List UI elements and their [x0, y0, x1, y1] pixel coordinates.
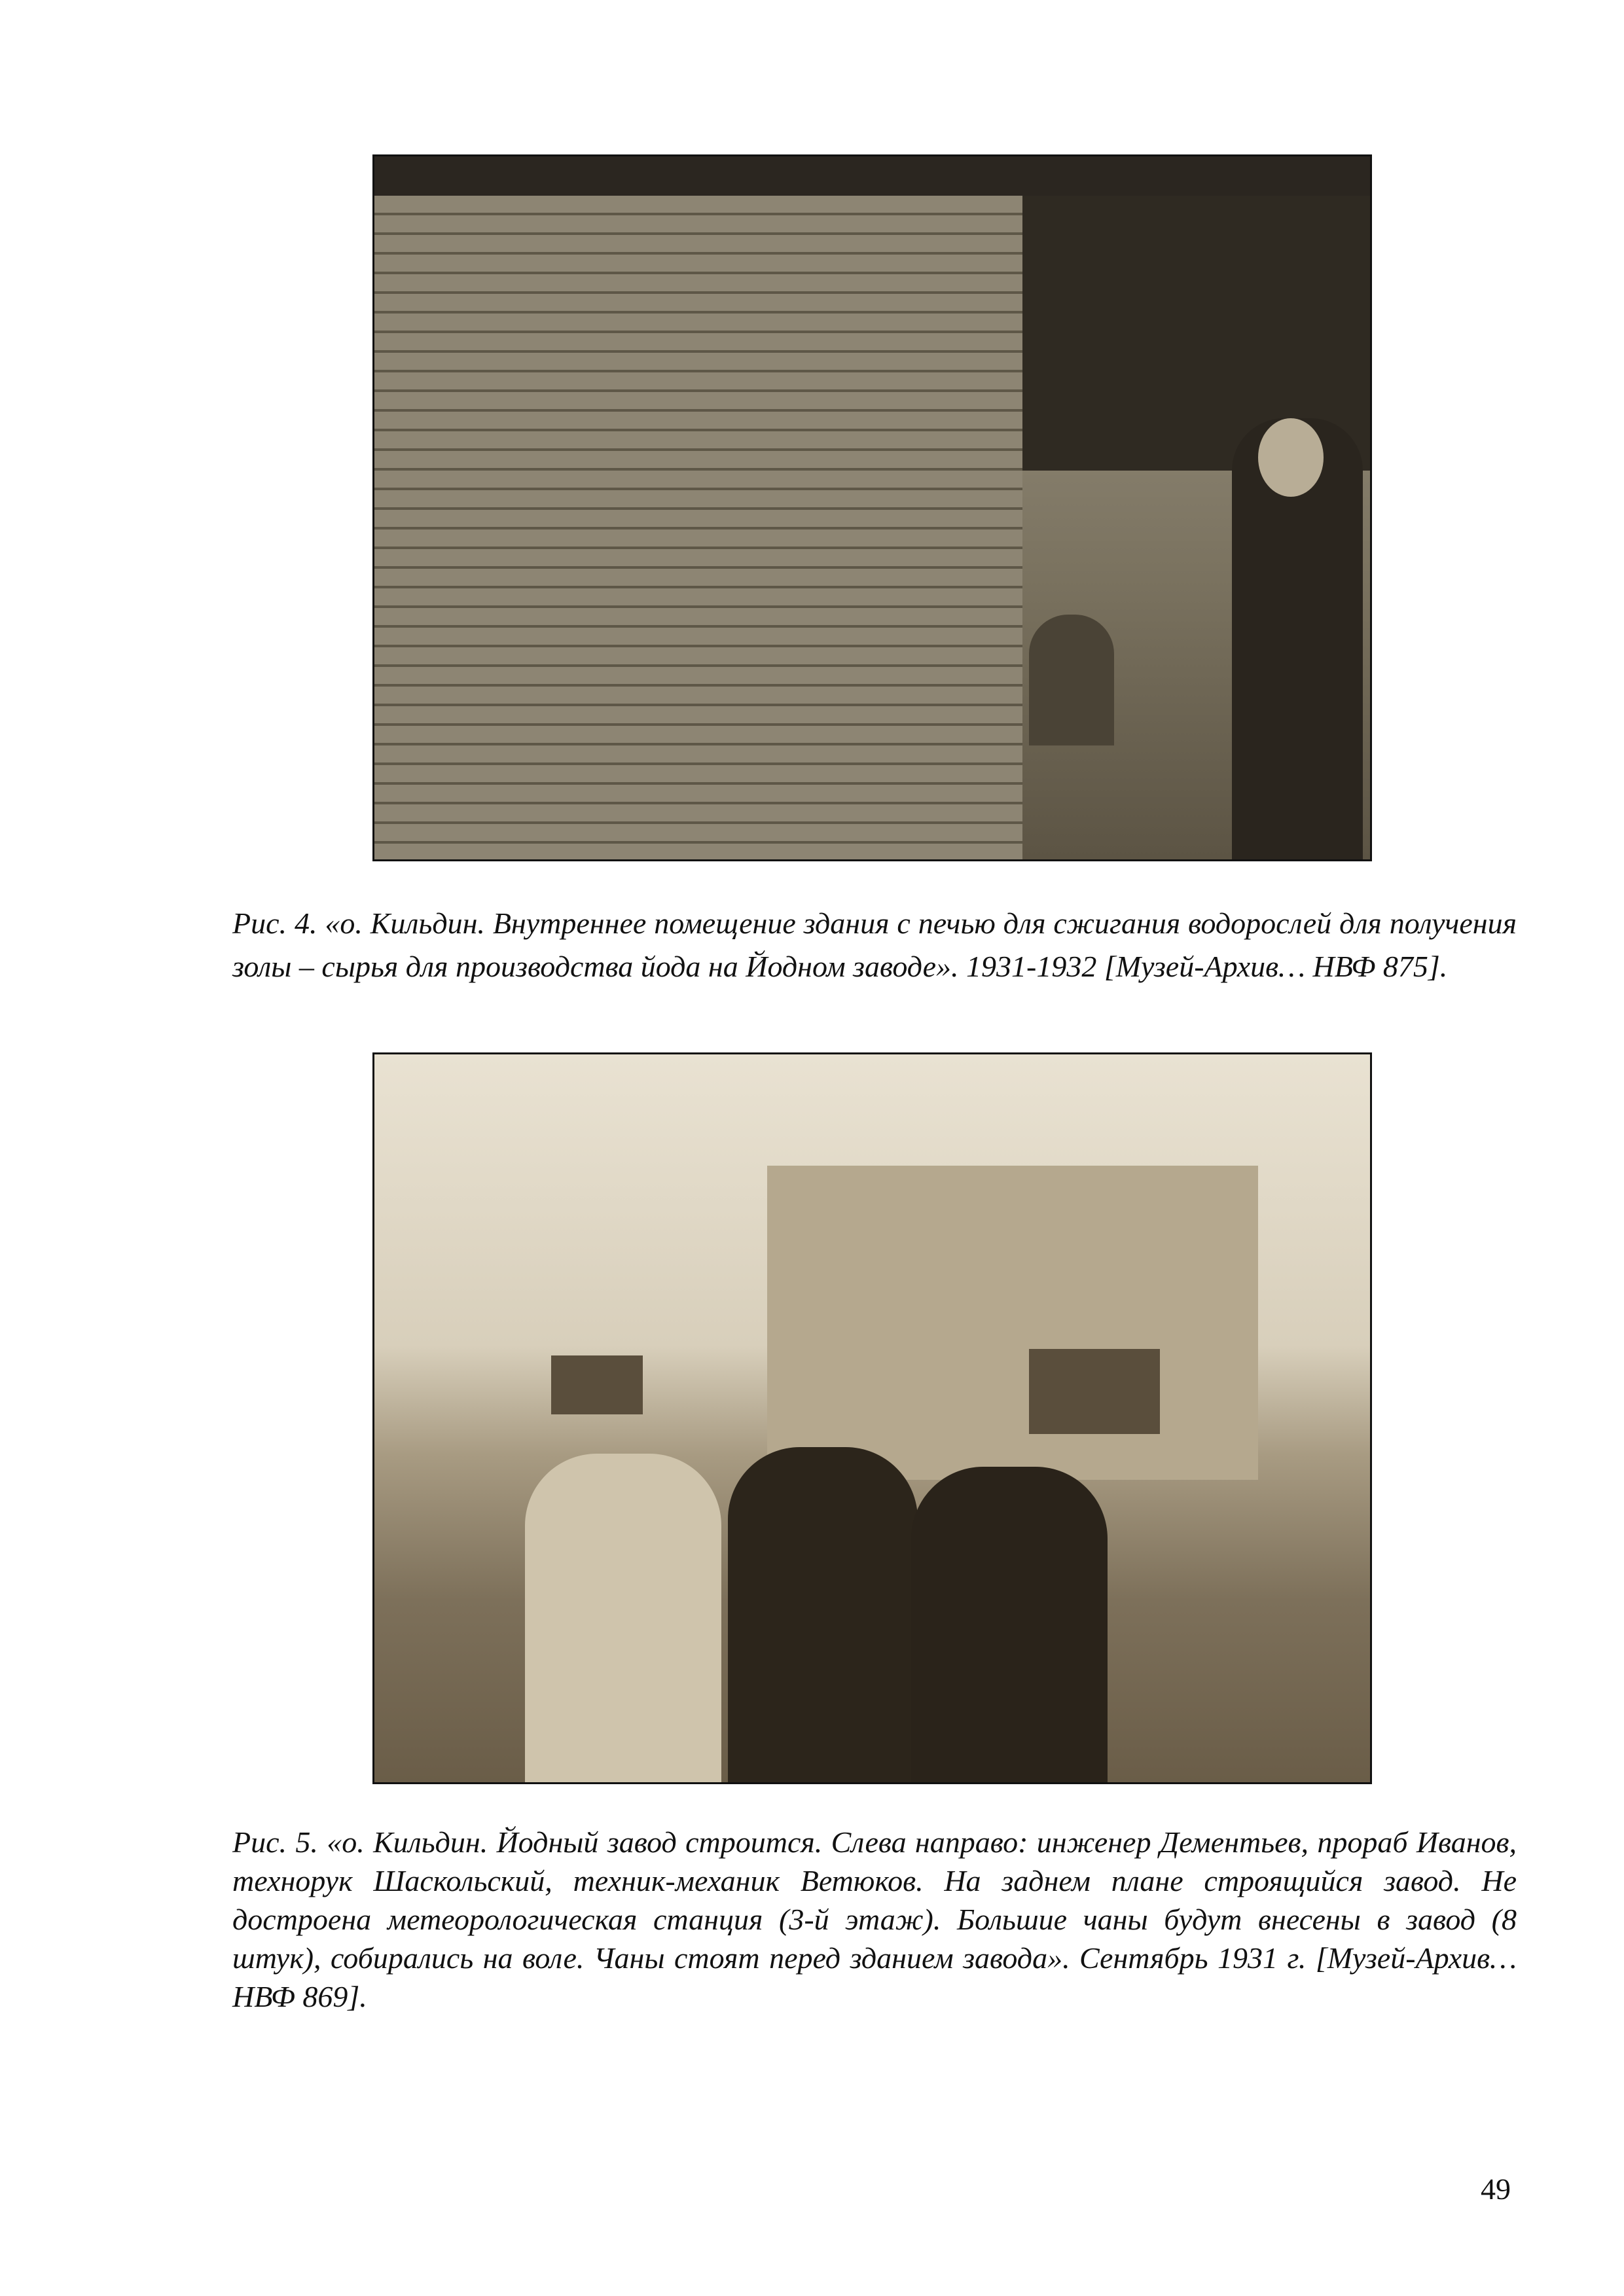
- furnace-door: [1029, 615, 1114, 745]
- vat: [1029, 1349, 1160, 1434]
- figure-4-caption: Рис. 4. «о. Кильдин. Внутреннее помещение здания с печью для сжигания водорослей для получения золы – сырья для производства йода на Йодном заводе». 1931-1932 [Музей-Архив… НВФ 875].: [232, 906, 1517, 983]
- photo-iodine-factory-construction: [372, 1052, 1372, 1784]
- vat: [551, 1355, 643, 1414]
- factory-building: [767, 1166, 1258, 1480]
- person-shaskolsky: [728, 1447, 918, 1784]
- person-dementyev: [525, 1454, 721, 1784]
- figure-5-caption: Рис. 5. «о. Кильдин. Йодный завод строится. Слева направо: инженер Дементьев, прораб Иванов, технорук Шаскольский, техник-механик Ветюков. На заднем плане строящийся завод. Не достроена метеорологическая станция (3-й этаж). Большие чаны будут внесены в завод (8 штук), собирались на воле. Чаны стоят перед зданием завода». Сентябрь 1931 г. [Музей-Архив… НВФ 869].: [232, 1825, 1517, 2013]
- page-number: 49: [1481, 2172, 1511, 2206]
- person-vetyukov: [911, 1467, 1108, 1784]
- person-head: [1258, 418, 1324, 497]
- brick-wall: [374, 196, 1022, 861]
- photo-furnace-interior: [372, 154, 1372, 861]
